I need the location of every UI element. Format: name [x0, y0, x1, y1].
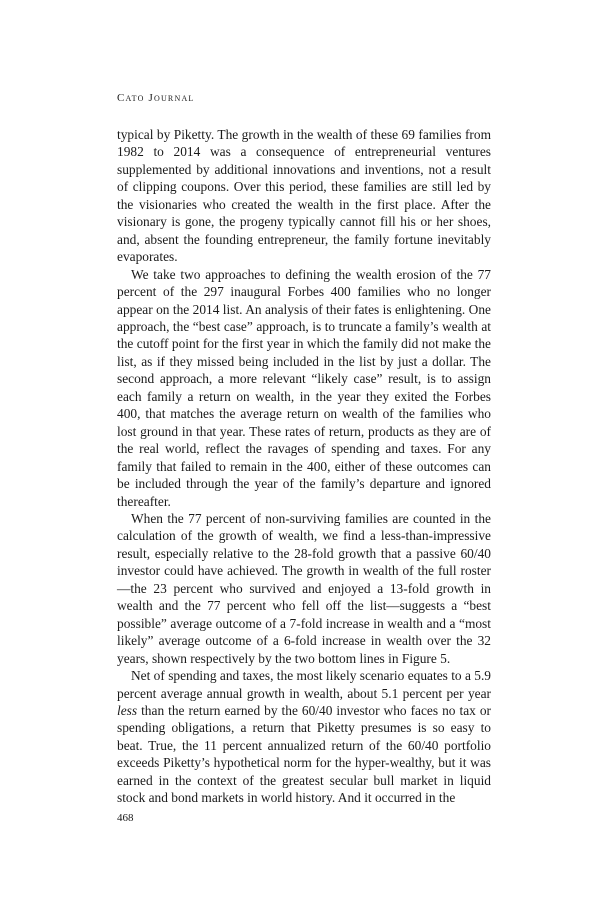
- paragraph-4-lead: Net of spending and taxes, the most likely scenario equates to a 5.9 percent average annual growth in wealth, about 5.1 percent per year: [117, 668, 491, 701]
- running-head: Cato Journal: [117, 92, 195, 104]
- paragraph-4: [117, 667, 491, 807]
- emphasis-less: less: [117, 702, 138, 718]
- paragraph-3: When the 77 percent of non-surviving families are counted in the calculation of the growth of wealth, we find a less-than-impressive result, especially relative to the 28-fold growth that a passive 60/40 investor could have achieved. The growth in wealth of the full roster—the 23 percent who survived and enjoyed a 13-fold growth in wealth and the 77 percent who fell off the list—suggests a “best possible” average outcome of a 7-fold increase in wealth and a “most likely” average outcome of a 6-fold increase in wealth over the 32 years, shown respectively by the two bottom lines in Figure 5.: [117, 510, 491, 666]
- paragraph-4-rest: than the return earned by the 60/40 investor who faces no tax or spending obligations, a return that Piketty presumes is so easy to beat. True, the 11 percent annualized return of the 60/40 portfolio exceeds Piketty’s hypothetical norm for the hyper-wealthy, but it was earned in the context of the greatest secular bull market in liquid stock and bond markets in world history. And it occurred in the: [117, 702, 491, 806]
- body-text: [117, 126, 491, 807]
- paragraph-2: We take two approaches to defining the wealth erosion of the 77 percent of the 297 inaugural Forbes 400 families who no longer appear on the 2014 list. An analysis of their fates is enlightening. One approach, the “best case” approach, is to truncate a family’s wealth at the cutoff point for the first year in which the family did not make the list, as if they missed being included in the list by just a dollar. The second approach, a more relevant “likely case” result, is to assign each family a return on wealth, in the year they exited the Forbes 400, that matches the average return on wealth of the families who lost ground in that year. These rates of return, products as they are of the real world, reflect the ravages of spending and taxes. For any family that failed to remain in the 400, either of these outcomes can be included through the year of the family’s departure and ignored thereafter.: [117, 266, 491, 509]
- page-number: 468: [117, 812, 134, 824]
- paragraph-1: typical by Piketty. The growth in the wealth of these 69 families from 1982 to 2014 was a consequence of entrepreneurial ventures supplemented by additional innovations and inventions, not a result of clipping coupons. Over this period, these families are still led by the visionaries who created the wealth in the first place. After the visionary is gone, the progeny typically cannot fill his or her shoes, and, absent the founding entrepreneur, the family fortune inevitably evaporates.: [117, 127, 491, 265]
